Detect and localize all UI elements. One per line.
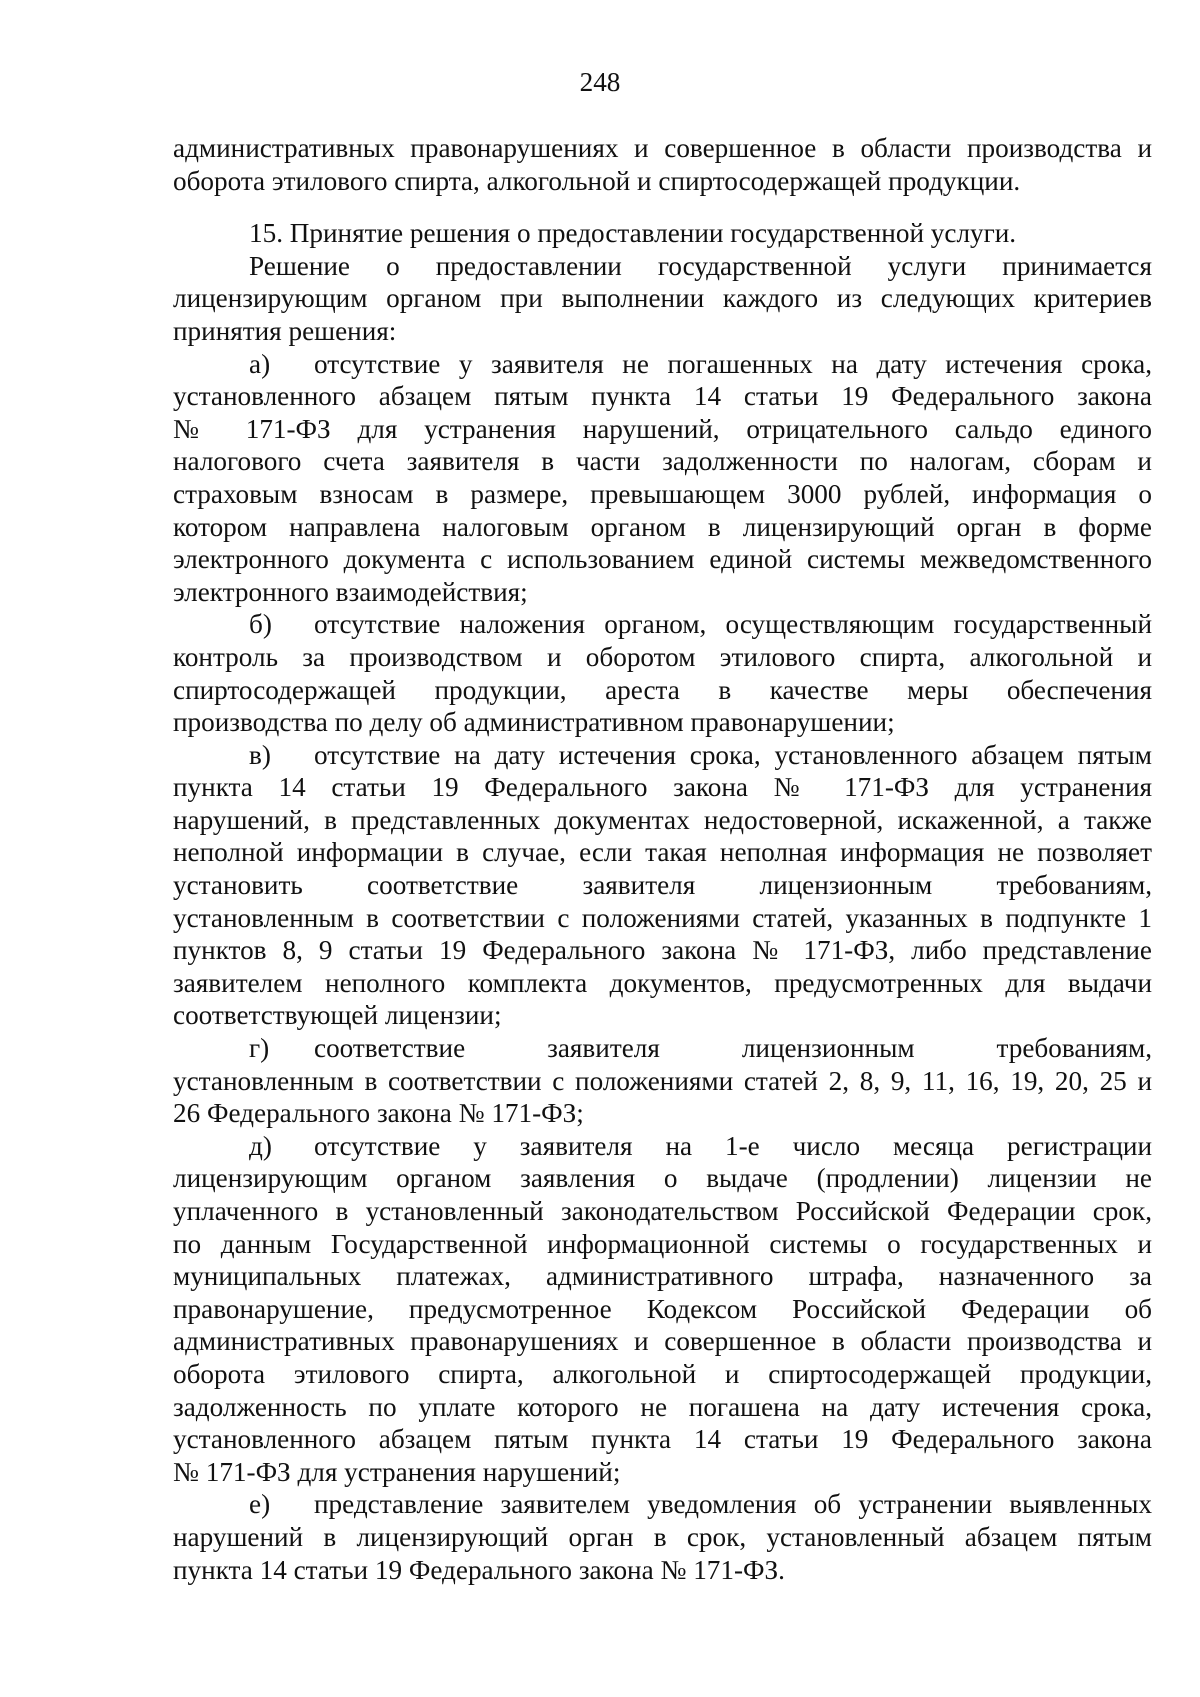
paragraph-gap bbox=[173, 197, 1152, 217]
text-line: № 171-ФЗ для устранения нарушений; bbox=[173, 1456, 621, 1487]
criterion-text: отсутствие у заявителя на 1-е число месяца регистрации bbox=[314, 1130, 1152, 1161]
criterion-label: г) bbox=[249, 1033, 270, 1064]
text-line: оборота этилового спирта, алкогольной и спиртосодержащей продукции, bbox=[173, 1358, 1152, 1389]
text-line: нарушений, в представленных документах недостоверной, искаженной, а также bbox=[173, 804, 1152, 835]
text-line: принятия решения: bbox=[173, 315, 397, 346]
text-line: заявителем неполного комплекта документов, предусмотренных для выдачи bbox=[173, 967, 1152, 998]
criterion-label: а) bbox=[249, 348, 271, 379]
text-line: установленным в соответствии с положениями статей 2, 8, 9, 11, 16, 19, 20, 25 и bbox=[173, 1065, 1152, 1096]
text-line: пунктов 8, 9 статьи 19 Федерального закона № 171-ФЗ, либо представление bbox=[173, 935, 1152, 966]
text-line: установленного абзацем пятым пункта 14 статьи 19 Федерального закона bbox=[173, 1424, 1152, 1455]
text-line: правонарушение, предусмотренное Кодексом Российской Федерации об bbox=[173, 1293, 1152, 1324]
criterion-text: соответствие заявителя лицензионным требованиям, bbox=[314, 1033, 1152, 1064]
text-line: котором направлена налоговым органом в лицензирующий орган в форме bbox=[173, 511, 1152, 542]
criterion-text: представление заявителем уведомления об устранении выявленных bbox=[314, 1489, 1152, 1520]
criterion-label: б) bbox=[249, 609, 272, 640]
text-line: установить соответствие заявителя лицензионным требованиям, bbox=[173, 870, 1152, 901]
criterion-text: отсутствие у заявителя не погашенных на дату истечения срока, bbox=[314, 348, 1152, 379]
text-line: лицензирующим органом при выполнении каждого из следующих критериев bbox=[173, 283, 1152, 314]
text-line: нарушений в лицензирующий орган в срок, установленный абзацем пятым bbox=[173, 1521, 1152, 1552]
text-line: страховым взносам в размере, превышающем 3000 рублей, информация о bbox=[173, 478, 1152, 509]
criterion-text: отсутствие наложения органом, осуществляющим государственный bbox=[314, 609, 1152, 640]
text-line: пункта 14 статьи 19 Федерального закона № 171-ФЗ для устранения bbox=[173, 772, 1152, 803]
text-line: оборота этилового спирта, алкогольной и спиртосодержащей продукции. bbox=[173, 165, 1021, 196]
criterion-first-line bbox=[173, 739, 1152, 772]
criterion-first-line bbox=[173, 348, 1152, 381]
criterion-text: отсутствие на дату истечения срока, установленного абзацем пятым bbox=[314, 739, 1152, 770]
text-line: спиртосодержащей продукции, ареста в качестве меры обеспечения bbox=[173, 674, 1152, 705]
text-line: неполной информации в случае, если такая неполная информация не позволяет bbox=[173, 837, 1152, 868]
text-line: № 171-ФЗ для устранения нарушений, отрицательного сальдо единого bbox=[173, 413, 1152, 444]
text-line: производства по делу об административном правонарушении; bbox=[173, 707, 895, 738]
text-line: установленным в соответствии с положениями статей, указанных в подпункте 1 bbox=[173, 902, 1152, 933]
criteria-list bbox=[173, 348, 1152, 1587]
text-line: электронного документа с использованием единой системы межведомственного bbox=[173, 544, 1152, 575]
text-line: электронного взаимодействия; bbox=[173, 576, 528, 607]
text-line: контроль за производством и оборотом этилового спирта, алкогольной и bbox=[173, 641, 1152, 672]
text-line: муниципальных платежах, административного штрафа, назначенного за bbox=[173, 1261, 1152, 1292]
criterion-first-line bbox=[173, 1130, 1152, 1163]
criterion-first-line bbox=[173, 1032, 1152, 1065]
page-number: 248 bbox=[579, 67, 621, 97]
document-body bbox=[173, 132, 1152, 1586]
criterion-label: е) bbox=[249, 1489, 271, 1520]
criterion-first-line bbox=[173, 1488, 1152, 1521]
criterion-first-line bbox=[173, 608, 1152, 641]
text-line: Решение о предоставлении государственной услуги принимается bbox=[249, 250, 1152, 281]
text-line: лицензирующим органом заявления о выдаче (продлении) лицензии не bbox=[173, 1163, 1152, 1194]
text-line: 26 Федерального закона № 171-ФЗ; bbox=[173, 1098, 584, 1129]
text-line: установленного абзацем пятым пункта 14 статьи 19 Федерального закона bbox=[173, 381, 1152, 412]
text-line: налогового счета заявителя в части задолженности по налогам, сборам и bbox=[173, 446, 1152, 477]
text-line: по данным Государственной информационной системы о государственных и bbox=[173, 1228, 1152, 1259]
text-line: уплаченного в установленный законодательством Российской Федерации срок, bbox=[173, 1196, 1152, 1226]
section-heading: 15. Принятие решения о предоставлении государственной услуги. bbox=[249, 218, 1017, 249]
text-line: административных правонарушениях и совершенное в области производства и bbox=[173, 1326, 1152, 1357]
text-line: пункта 14 статьи 19 Федерального закона № 171-ФЗ. bbox=[173, 1554, 785, 1585]
text-line: задолженность по уплате которого не погашена на дату истечения срока, bbox=[173, 1391, 1152, 1422]
text-line: административных правонарушениях и совершенное в области производства и bbox=[173, 133, 1152, 163]
criterion-label: д) bbox=[249, 1130, 272, 1161]
criterion-label: в) bbox=[249, 739, 271, 770]
text-line: соответствующей лицензии; bbox=[173, 1000, 502, 1031]
